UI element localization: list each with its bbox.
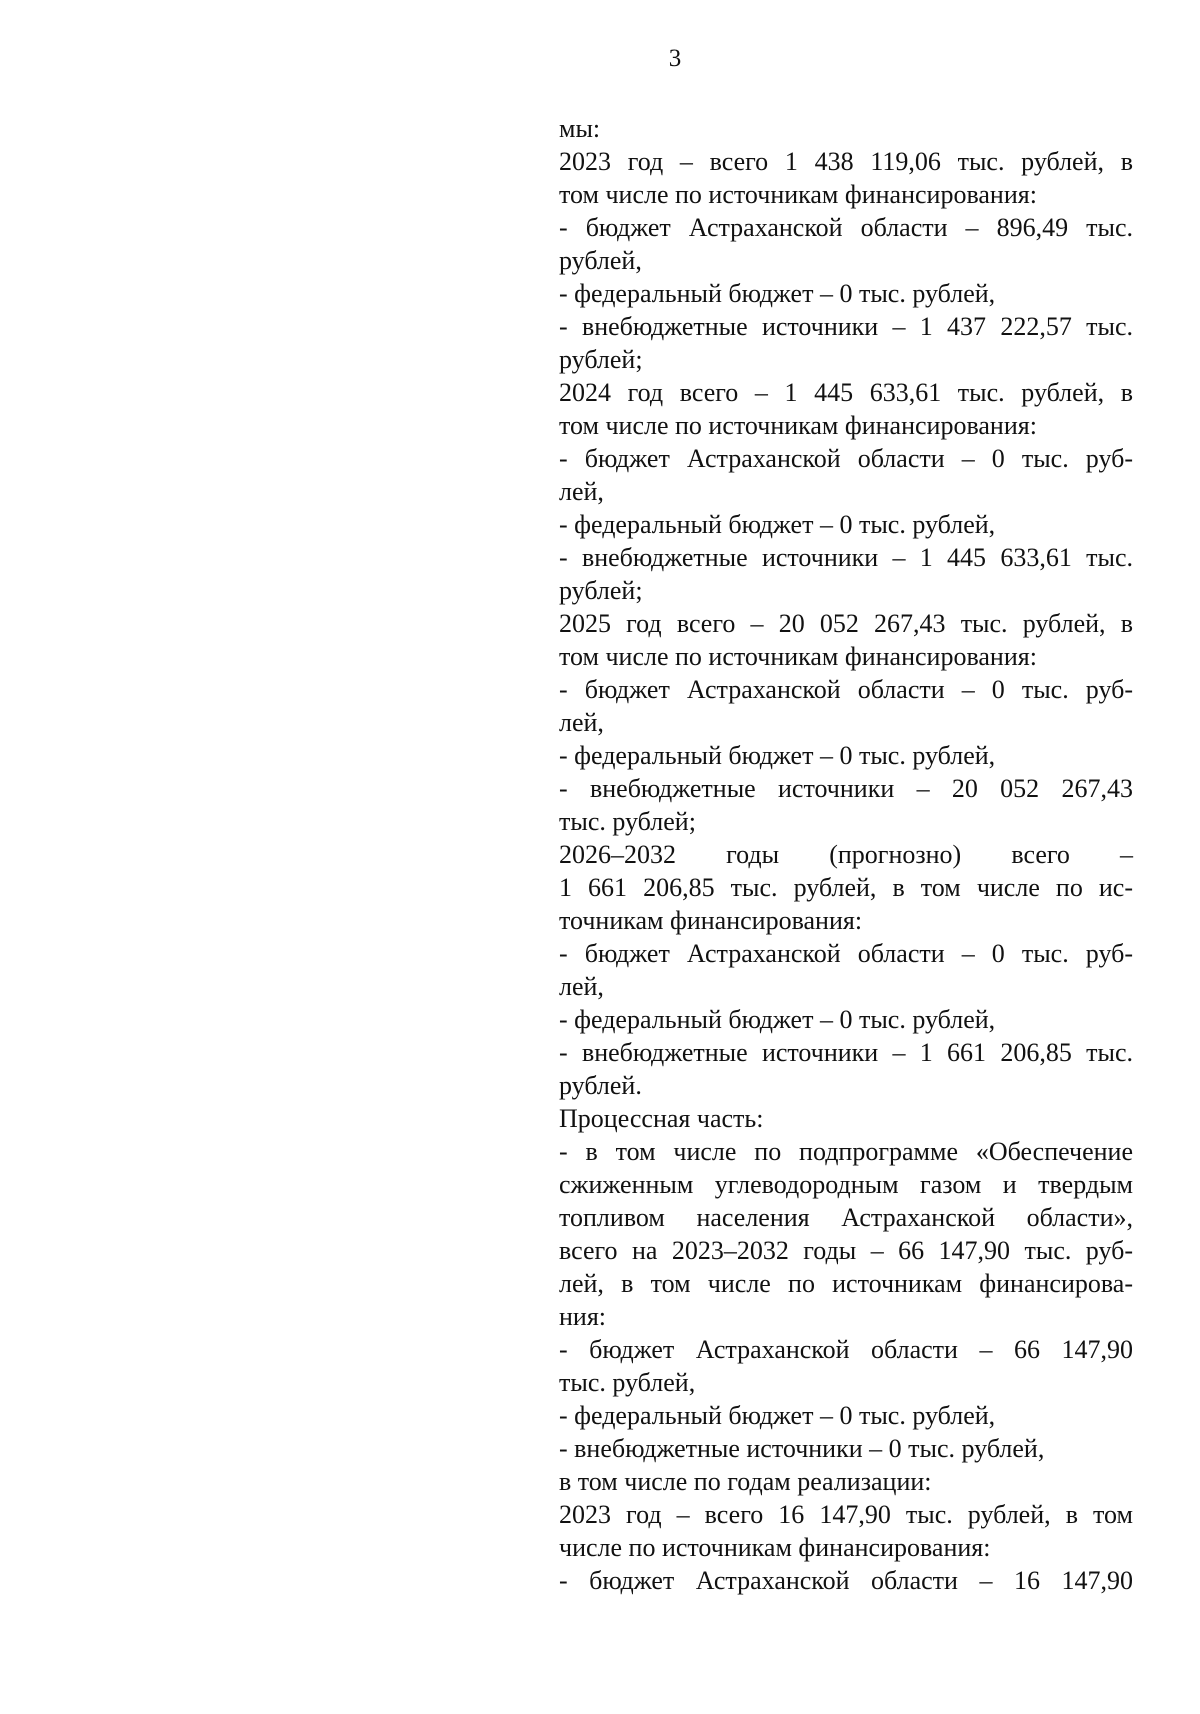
- text-line: рублей;: [559, 345, 643, 374]
- text-line: ния:: [559, 1302, 607, 1331]
- text-line: рублей.: [559, 1071, 642, 1100]
- text-line: - федеральный бюджет – 0 тыс. рублей,: [559, 1401, 996, 1430]
- text-line: рублей;: [559, 576, 643, 605]
- text-line: - бюджет Астраханской области – 896,49 тыс.: [559, 213, 1133, 242]
- text-line: - федеральный бюджет – 0 тыс. рублей,: [559, 510, 996, 539]
- text-line: 2023 год – всего 16 147,90 тыс. рублей, в том: [559, 1500, 1133, 1529]
- text-line: - внебюджетные источники – 0 тыс. рублей,: [559, 1434, 1045, 1463]
- text-line: - в том числе по подпрограмме «Обеспечение: [559, 1137, 1133, 1166]
- text-line: тыс. рублей;: [559, 807, 696, 836]
- text-line: - внебюджетные источники – 20 052 267,43: [559, 774, 1133, 803]
- text-line: - бюджет Астраханской области – 0 тыс. руб-: [559, 675, 1133, 704]
- text-line: в том числе по годам реализации:: [559, 1467, 932, 1496]
- text-line: всего на 2023–2032 годы – 66 147,90 тыс. руб-: [559, 1236, 1133, 1265]
- text-line: - внебюджетные источники – 1 661 206,85 тыс.: [559, 1038, 1133, 1067]
- text-line: - бюджет Астраханской области – 66 147,90: [559, 1335, 1133, 1364]
- text-line: - бюджет Астраханской области – 16 147,90: [559, 1566, 1133, 1595]
- text-line: 2024 год всего – 1 445 633,61 тыс. рублей, в: [559, 378, 1133, 407]
- text-line: Процессная часть:: [559, 1104, 764, 1133]
- text-line: - бюджет Астраханской области – 0 тыс. руб-: [559, 444, 1133, 473]
- text-line: - бюджет Астраханской области – 0 тыс. руб-: [559, 939, 1133, 968]
- text-line: - федеральный бюджет – 0 тыс. рублей,: [559, 279, 996, 308]
- text-line: том числе по источникам финансирования:: [559, 642, 1037, 671]
- text-line: точникам финансирования:: [559, 906, 863, 935]
- text-line: 2023 год – всего 1 438 119,06 тыс. рублей, в: [559, 147, 1133, 176]
- text-line: - федеральный бюджет – 0 тыс. рублей,: [559, 1005, 996, 1034]
- text-line: - внебюджетные источники – 1 445 633,61 тыс.: [559, 543, 1133, 572]
- text-line: 2025 год всего – 20 052 267,43 тыс. рублей, в: [559, 609, 1133, 638]
- text-line: - федеральный бюджет – 0 тыс. рублей,: [559, 741, 996, 770]
- text-line: топливом населения Астраханской области»,: [559, 1203, 1133, 1232]
- text-line: лей,: [559, 708, 604, 737]
- text-line: лей, в том числе по источникам финансирова-: [559, 1269, 1133, 1298]
- text-line: сжиженным углеводородным газом и твердым: [559, 1170, 1133, 1199]
- text-line: лей,: [559, 972, 604, 1001]
- text-line: мы:: [559, 114, 601, 143]
- text-line: 2026–2032 годы (прогнозно) всего –: [559, 840, 1133, 869]
- text-line: том числе по источникам финансирования:: [559, 180, 1037, 209]
- text-line: тыс. рублей,: [559, 1368, 696, 1397]
- text-line: рублей,: [559, 246, 642, 275]
- text-line: - внебюджетные источники – 1 437 222,57 тыс.: [559, 312, 1133, 341]
- page-number: 3: [668, 45, 682, 72]
- text-line: том числе по источникам финансирования:: [559, 411, 1037, 440]
- document-text-column: [559, 112, 1133, 1597]
- text-line: лей,: [559, 477, 604, 506]
- text-line: 1 661 206,85 тыс. рублей, в том числе по ис-: [559, 873, 1133, 902]
- text-line: числе по источникам финансирования:: [559, 1533, 991, 1562]
